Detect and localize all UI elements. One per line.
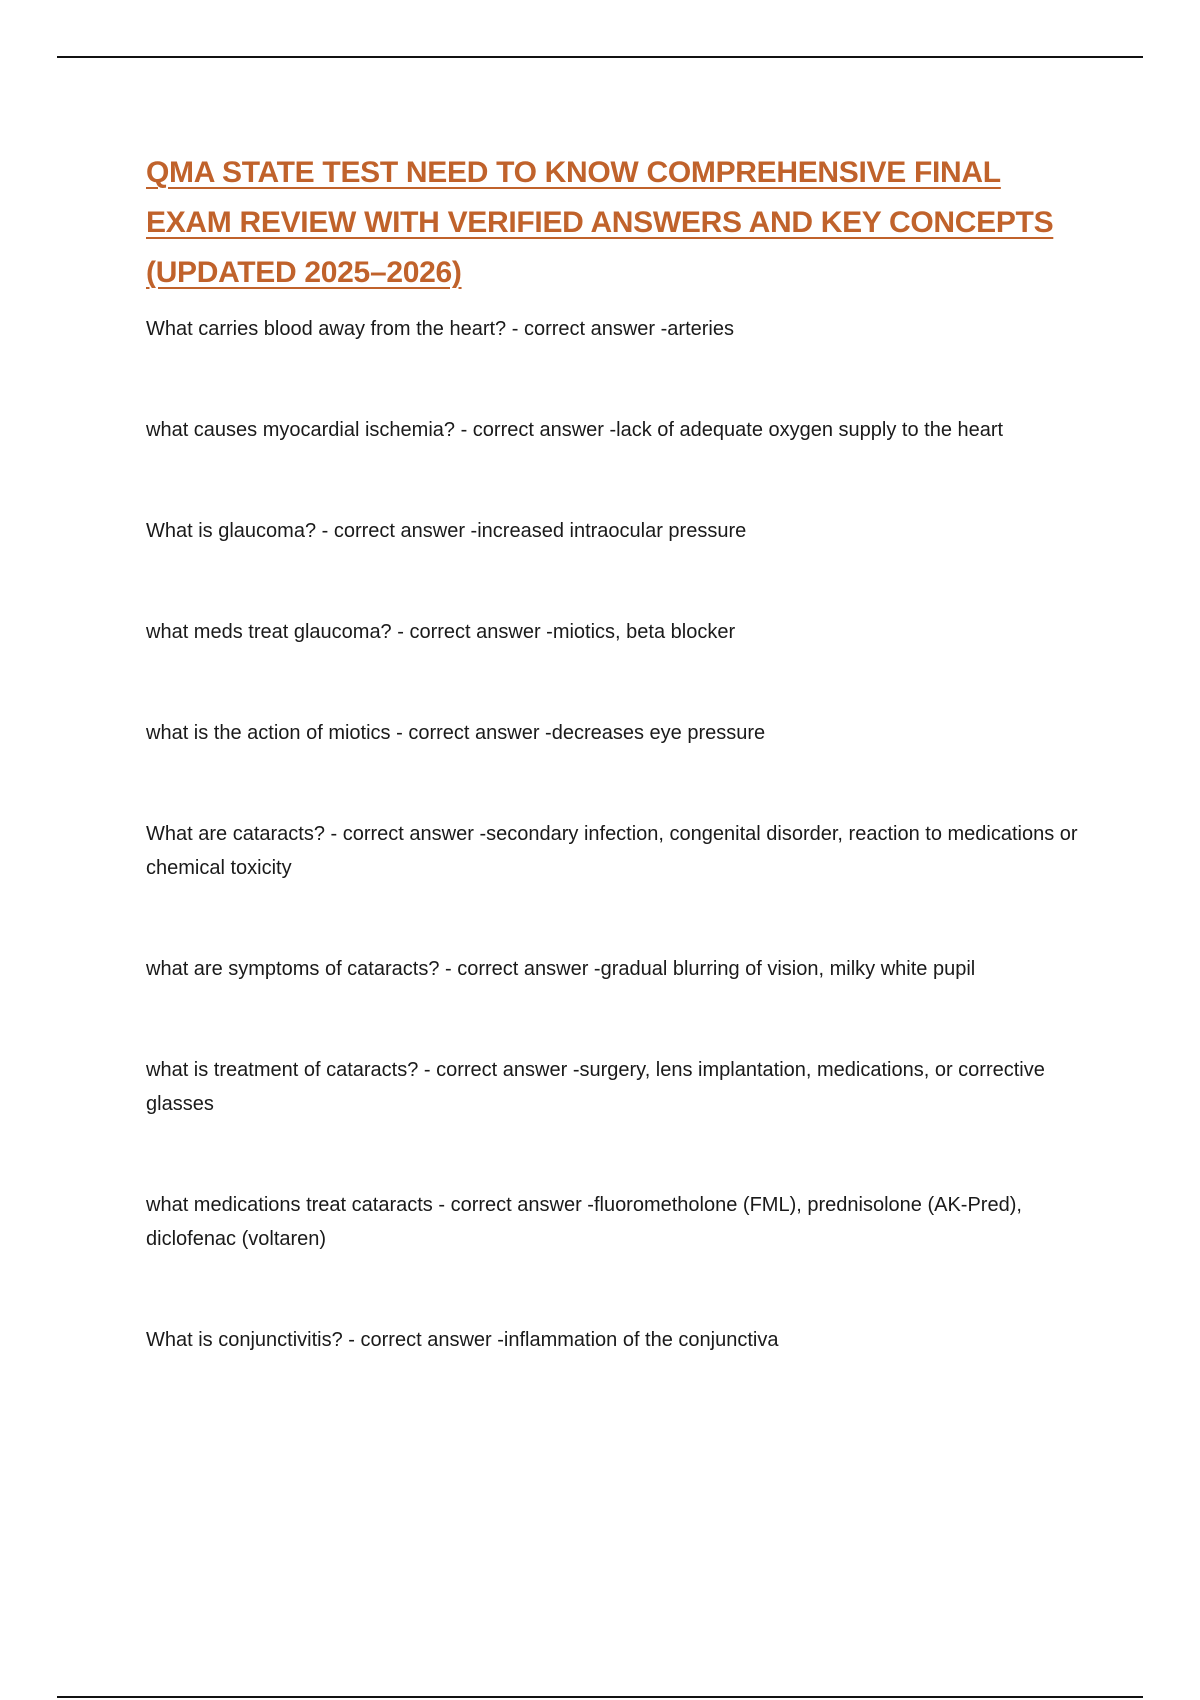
qa-item: what is the action of miotics - correct answer -decreases eye pressure — [146, 722, 766, 744]
qa-list — [146, 312, 1086, 1357]
qa-item: what medications treat cataracts - correct answer -fluorometholone (FML), prednisolone (AK-Pred), diclofenac (voltaren) — [146, 1194, 1022, 1250]
qa-item: what causes myocardial ischemia? - correct answer -lack of adequate oxygen supply to the heart — [146, 419, 1004, 441]
qa-item: What is glaucoma? - correct answer -increased intraocular pressure — [146, 520, 747, 542]
document-body — [146, 148, 1086, 1424]
document-title: QMA STATE TEST NEED TO KNOW COMPREHENSIVE FINAL EXAM REVIEW WITH VERIFIED ANSWERS AND KEY CONCEPTS (UPDATED 2025–2026) — [146, 156, 1054, 289]
top-rule — [57, 56, 1143, 58]
qa-item: what is treatment of cataracts? - correct answer -surgery, lens implantation, medications, or corrective glasses — [146, 1059, 1045, 1115]
qa-item: what are symptoms of cataracts? - correct answer -gradual blurring of vision, milky white pupil — [146, 958, 976, 980]
qa-item: What is conjunctivitis? - correct answer -inflammation of the conjunctiva — [146, 1329, 779, 1351]
bottom-rule — [57, 1696, 1143, 1698]
qa-item: What are cataracts? - correct answer -secondary infection, congenital disorder, reaction to medications or chemical toxicity — [146, 823, 1078, 879]
qa-item: What carries blood away from the heart? - correct answer -arteries — [146, 318, 734, 340]
qa-item: what meds treat glaucoma? - correct answer -miotics, beta blocker — [146, 621, 736, 643]
